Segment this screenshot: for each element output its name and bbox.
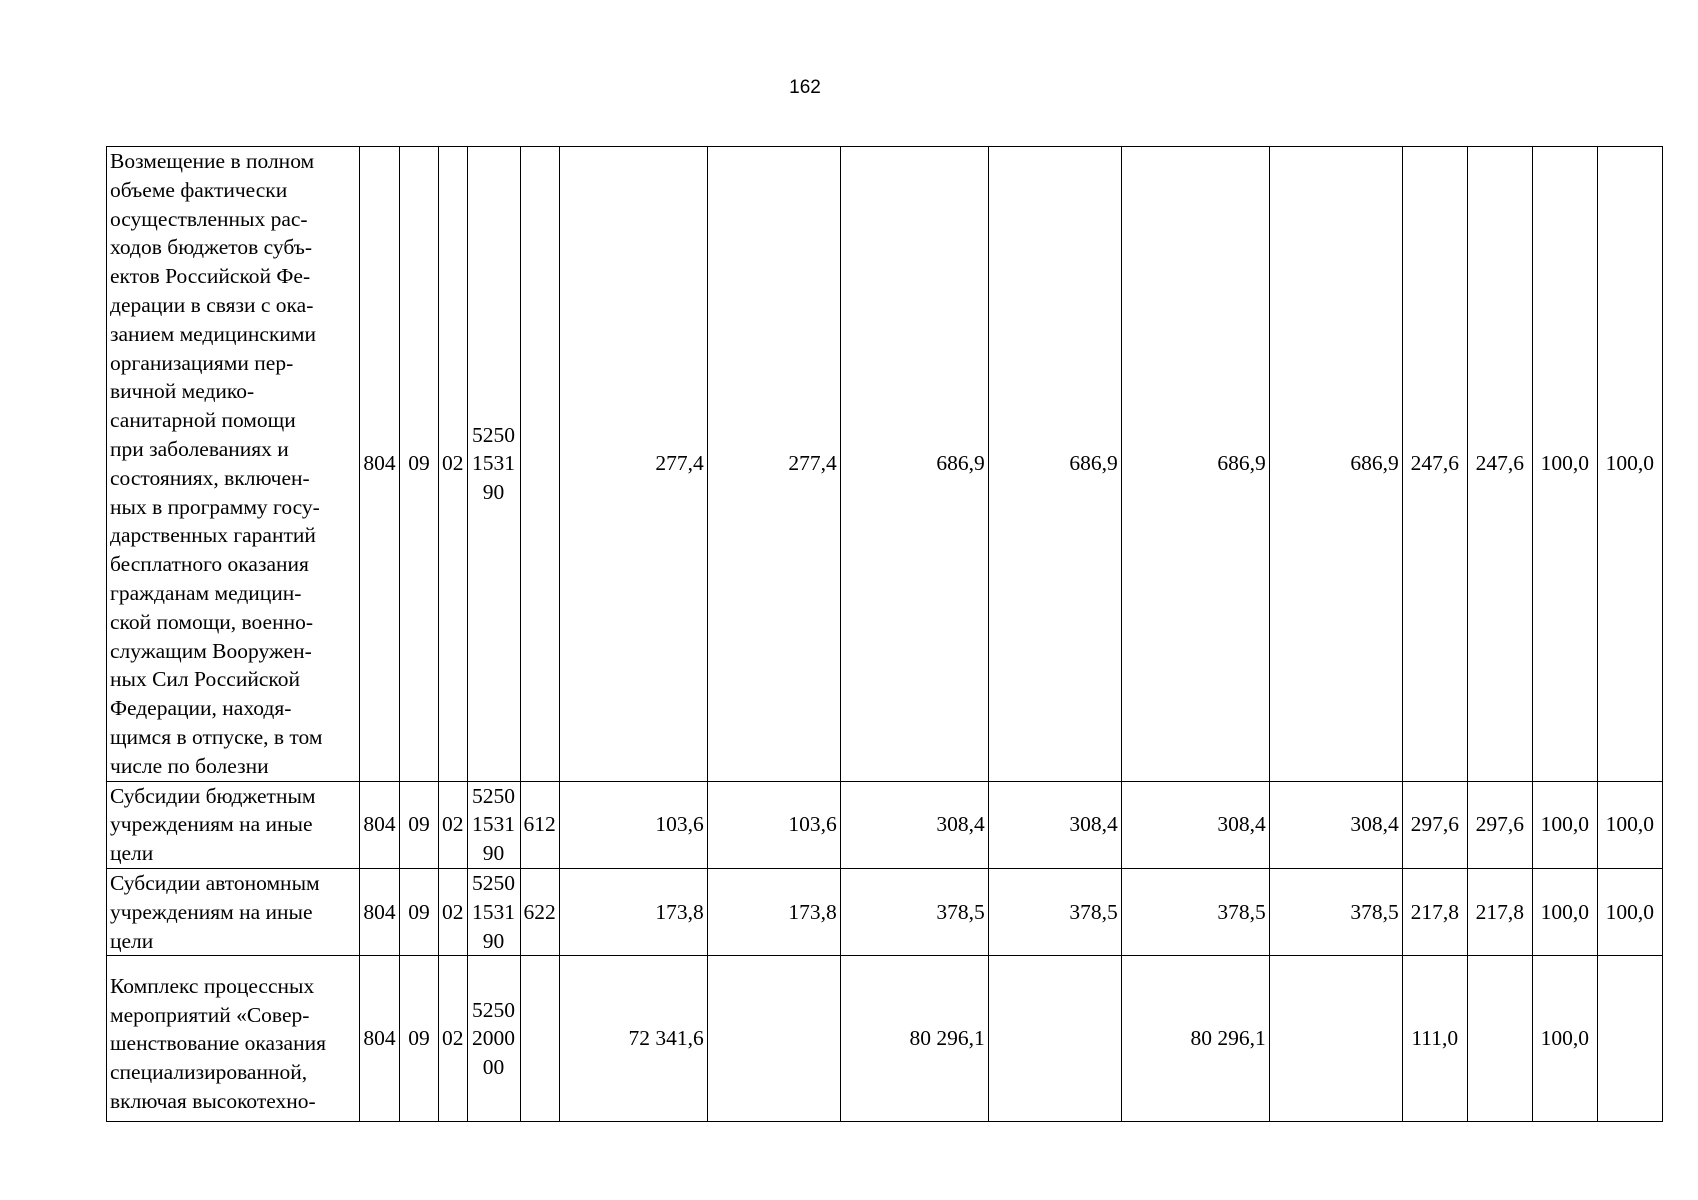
table-row [107, 147, 1663, 782]
value-cell: 378,5 [840, 868, 988, 955]
percent-cell: 100,0 [1597, 781, 1662, 868]
subsection-code: 02 [439, 147, 468, 782]
percent-cell: 111,0 [1402, 956, 1467, 1122]
value-cell: 308,4 [840, 781, 988, 868]
budget-table [106, 146, 1663, 1122]
value-cell: 80 296,1 [840, 956, 988, 1122]
section-code: 09 [400, 868, 439, 955]
value-cell: 378,5 [1121, 868, 1269, 955]
subsection-code: 02 [439, 781, 468, 868]
percent-cell: 100,0 [1597, 868, 1662, 955]
value-cell [988, 956, 1121, 1122]
percent-cell [1597, 956, 1662, 1122]
value-cell: 686,9 [1269, 147, 1402, 782]
percent-cell: 217,8 [1402, 868, 1467, 955]
percent-cell: 100,0 [1532, 147, 1597, 782]
target-article-code: 5250 1531 90 [467, 147, 520, 782]
percent-cell [1467, 956, 1532, 1122]
value-cell: 686,9 [988, 147, 1121, 782]
percent-cell: 247,6 [1402, 147, 1467, 782]
target-article-code: 5250 2000 00 [467, 956, 520, 1122]
value-cell: 686,9 [840, 147, 988, 782]
percent-cell: 100,0 [1532, 781, 1597, 868]
ministry-code: 804 [360, 781, 400, 868]
value-cell: 308,4 [1269, 781, 1402, 868]
section-code: 09 [400, 956, 439, 1122]
value-cell: 308,4 [1121, 781, 1269, 868]
value-cell [707, 956, 840, 1122]
value-cell [1269, 956, 1402, 1122]
percent-cell: 247,6 [1467, 147, 1532, 782]
value-cell: 103,6 [707, 781, 840, 868]
percent-cell: 217,8 [1467, 868, 1532, 955]
percent-cell: 100,0 [1597, 147, 1662, 782]
expense-type-code: 612 [520, 781, 559, 868]
percent-cell: 100,0 [1532, 868, 1597, 955]
value-cell: 686,9 [1121, 147, 1269, 782]
percent-cell: 297,6 [1402, 781, 1467, 868]
subsection-code: 02 [439, 956, 468, 1122]
value-cell: 277,4 [559, 147, 707, 782]
ministry-code: 804 [360, 956, 400, 1122]
target-article-code: 5250 1531 90 [467, 868, 520, 955]
row-name: Субсидии автономным учреждениям на иные цели [107, 868, 360, 955]
value-cell: 103,6 [559, 781, 707, 868]
percent-cell: 100,0 [1532, 956, 1597, 1122]
value-cell: 72 341,6 [559, 956, 707, 1122]
value-cell: 378,5 [988, 868, 1121, 955]
ministry-code: 804 [360, 147, 400, 782]
table-row [107, 956, 1663, 1122]
value-cell: 173,8 [559, 868, 707, 955]
page-number: 162 [789, 77, 821, 98]
expense-type-code [520, 956, 559, 1122]
subsection-code: 02 [439, 868, 468, 955]
value-cell: 308,4 [988, 781, 1121, 868]
section-code: 09 [400, 147, 439, 782]
row-name: Субсидии бюджетным учреждениям на иные цели [107, 781, 360, 868]
target-article-code: 5250 1531 90 [467, 781, 520, 868]
ministry-code: 804 [360, 868, 400, 955]
value-cell: 378,5 [1269, 868, 1402, 955]
value-cell: 277,4 [707, 147, 840, 782]
section-code: 09 [400, 781, 439, 868]
expense-type-code [520, 147, 559, 782]
value-cell: 80 296,1 [1121, 956, 1269, 1122]
row-name: Комплекс процессных мероприятий «Совер- шенствование оказания специализированной, включая высокотехно- [107, 956, 360, 1122]
row-name: Возмещение в полном объеме фактически осуществленных рас- ходов бюджетов субъ- ектов Российской Фе- дерации в связи с ока- занием медицинскими организациями пер- вичной медико- санитарной помощи при заболеваниях и состояниях, включен- ных в программу госу- дарственных гарантий бесплатного оказания гражданам медицин- ской помощи, военно- служащим Вооружен- ных Сил Российской Федерации, находя- щимся в отпуске, в том числе по болезни [107, 147, 360, 782]
table-row [107, 868, 1663, 955]
expense-type-code: 622 [520, 868, 559, 955]
value-cell: 173,8 [707, 868, 840, 955]
table-row [107, 781, 1663, 868]
percent-cell: 297,6 [1467, 781, 1532, 868]
